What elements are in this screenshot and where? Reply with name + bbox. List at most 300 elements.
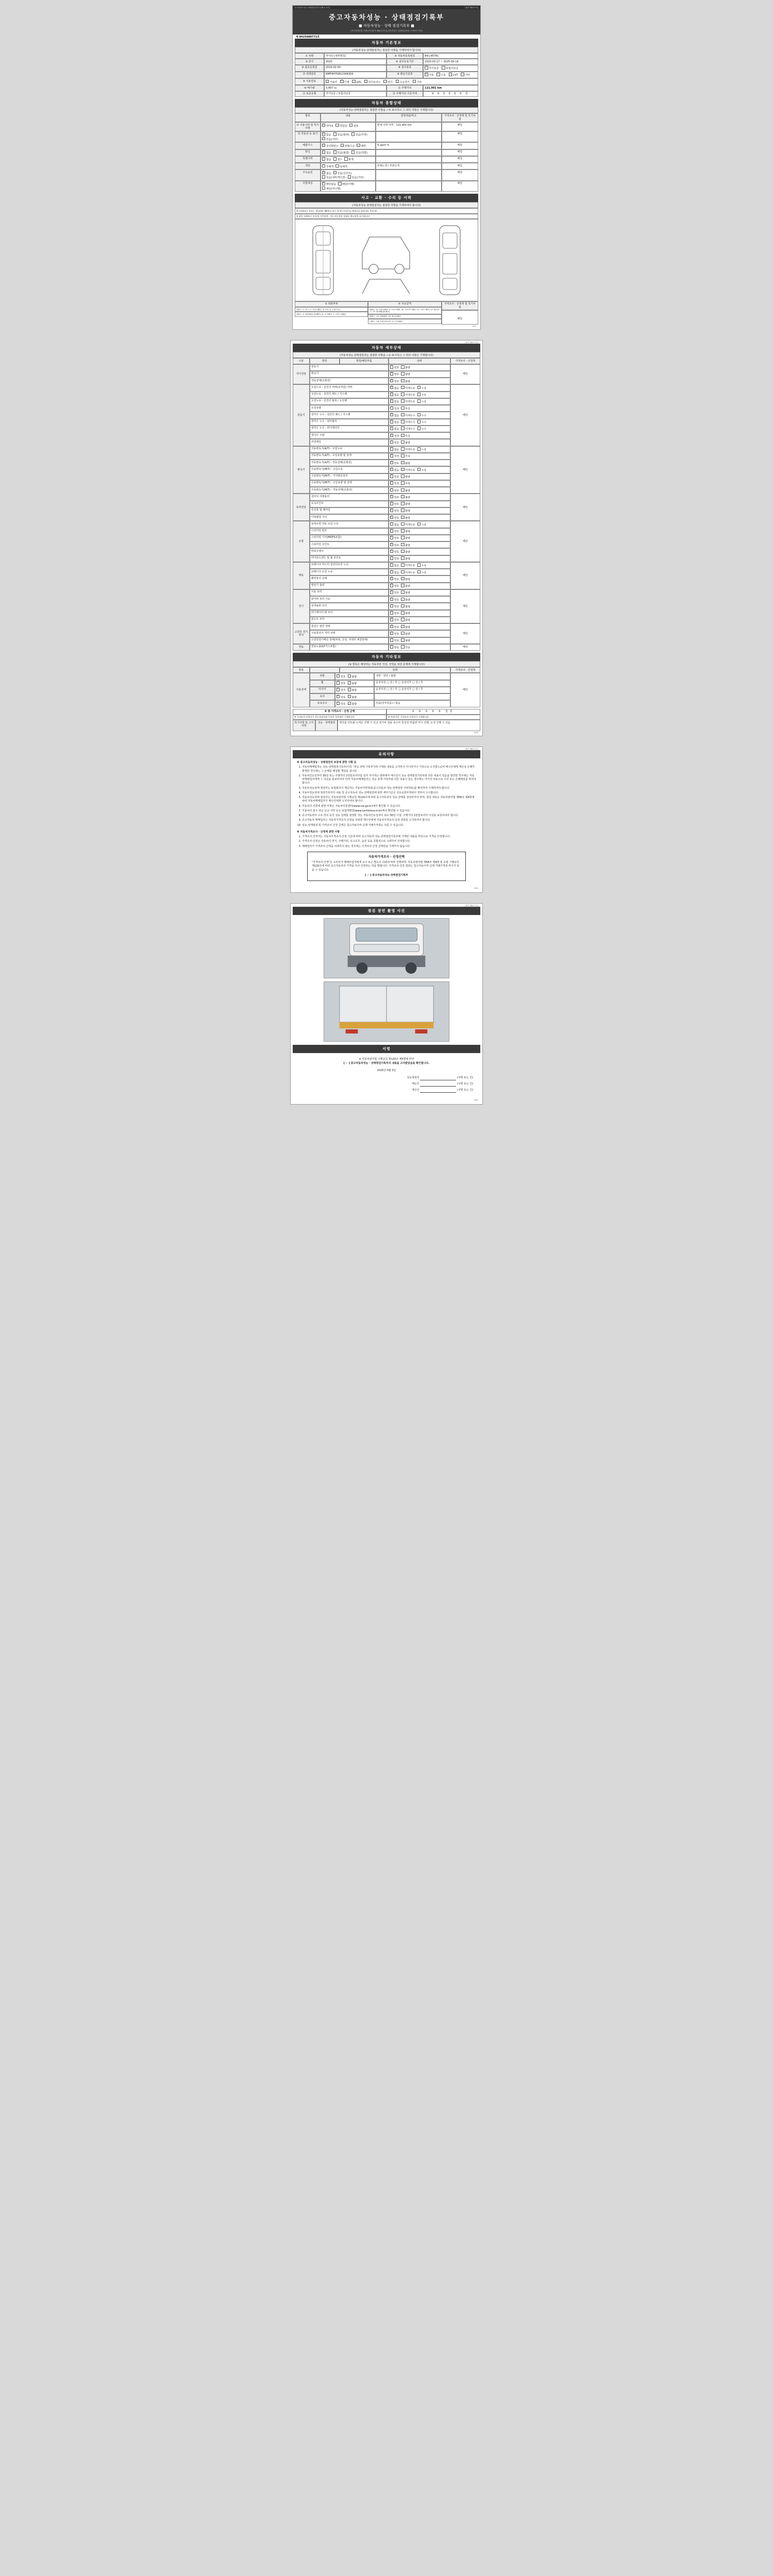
detail-status-option-0[interactable]: ✓ 양호 xyxy=(390,379,399,383)
detail-status-option-0[interactable]: ✓ 없음 xyxy=(390,393,399,397)
detail-group-rows xyxy=(310,562,450,589)
detail-status-option-0[interactable]: ✓ 없음 xyxy=(390,386,399,390)
detail-status-option-1[interactable]: 불량 xyxy=(401,618,410,622)
detail-part: 커먼레일 xyxy=(310,439,389,446)
detail-status-option-1[interactable]: 불량 xyxy=(401,474,410,479)
detail-row xyxy=(310,637,450,644)
detail-status-option-0[interactable]: ✓ 없음 xyxy=(390,427,399,431)
detail-status xyxy=(389,446,450,453)
overall-note: 해당 xyxy=(442,131,478,143)
basic-label: ⑫ 보증유형 xyxy=(295,91,324,97)
detail-status-option-0[interactable]: ✓ 없음 xyxy=(390,563,399,567)
detail-part: 배력장치 상태 xyxy=(310,575,389,582)
detail-status-option-1[interactable]: 불량 xyxy=(401,372,410,376)
etc-status[interactable]: ✓ 양호 불량 xyxy=(335,693,374,700)
detail-status-option-0[interactable]: ✓ 없음 xyxy=(390,645,399,649)
price-note-row xyxy=(293,715,480,720)
detail-status-option-1[interactable]: 불량 xyxy=(401,516,410,520)
detail-status-option-1[interactable]: 불량 xyxy=(401,488,410,493)
detail-group xyxy=(293,364,480,385)
detail-status-option-2[interactable]: 누유 xyxy=(417,386,427,390)
page-mark-2: (2/4) xyxy=(474,732,478,734)
etc-extra xyxy=(374,693,450,700)
detail-row xyxy=(310,364,450,371)
detail-part: 라디에이터 팬 모터 xyxy=(310,610,389,617)
detail-group-note: 해당 xyxy=(450,521,480,562)
detail-group-rows xyxy=(310,623,450,644)
page-mark-3: (3/4) xyxy=(474,887,478,889)
etc-extra: 내장 : 양호 / 불량 xyxy=(374,673,450,680)
detail-status-option-1[interactable]: 불량 xyxy=(401,543,410,547)
sheet-3-wrap xyxy=(0,741,773,898)
detail-status xyxy=(389,589,450,596)
detail-status-option-1[interactable]: 미세누수 xyxy=(401,420,415,424)
overall-group: 튜닝 xyxy=(295,149,321,156)
detail-status-option-0[interactable]: ✓ 없음 xyxy=(390,420,399,424)
price-title: ※ 총 가격조사 · 산정 금액 xyxy=(293,709,386,715)
detail-part: 디퍼렌셜 기어 xyxy=(310,514,389,521)
sheet-4-wrap xyxy=(0,898,773,1110)
car-front-view-icon xyxy=(308,222,339,299)
detail-status-option-0[interactable]: ✓ 양호 xyxy=(390,516,399,520)
detail-status xyxy=(389,432,450,439)
detail-status-option-2[interactable]: 누유 xyxy=(417,447,427,451)
detail-status-option-1[interactable]: 미세누유 xyxy=(401,447,415,451)
detail-status-option-0[interactable]: ✓ 양호 xyxy=(390,550,399,554)
detail-status xyxy=(389,610,450,617)
overall-option-2[interactable]: 있음(후면) xyxy=(351,132,367,137)
sign-title: 서명 xyxy=(293,1045,480,1053)
detail-status-option-1[interactable]: 불량 xyxy=(401,502,410,506)
detail-group-note: 해당 xyxy=(450,589,480,623)
detail-header-row xyxy=(293,358,480,364)
sign-role-label: 매도인 xyxy=(412,1082,419,1086)
sign-role-row xyxy=(300,1088,473,1093)
detail-group-rows xyxy=(310,384,450,446)
overall-option-1[interactable]: 있음(범퍼) xyxy=(333,132,349,137)
detail-status-option-1[interactable]: 미세누유 xyxy=(401,563,415,567)
overall-option-0[interactable]: ✓ 없음 xyxy=(322,132,331,137)
etc-label: 외관 xyxy=(310,673,335,680)
overall-option-2[interactable]: 해당(미이행) xyxy=(322,187,341,191)
detail-status-option-2[interactable]: 누유 xyxy=(417,399,427,403)
col-header xyxy=(310,667,340,673)
detail-status-option-1[interactable]: 불량 xyxy=(401,495,410,499)
detail-status-option-1[interactable]: 미세누유 xyxy=(401,386,415,390)
overall-option-1[interactable]: 영업용 xyxy=(335,124,347,128)
detail-row xyxy=(310,473,450,480)
detail-group-label: 변속기 xyxy=(293,446,310,494)
quote-box xyxy=(307,852,466,881)
basic-row xyxy=(295,85,478,91)
detail-group-note: 해당 xyxy=(450,446,480,494)
detail-row xyxy=(310,480,450,487)
detail-row xyxy=(310,507,450,514)
detail-title: 자동차 세부상태 xyxy=(293,344,480,352)
truck-rear-photo-icon xyxy=(324,982,449,1041)
detail-part: 냉각수 수량 xyxy=(310,432,389,439)
detail-part: 스티어링 펌프 xyxy=(310,528,389,535)
parts-note xyxy=(442,301,478,325)
detail-status xyxy=(389,637,450,644)
detail-row xyxy=(310,514,450,521)
detail-part: 수동변속기(M/T) - 기어변속장치 xyxy=(310,473,389,480)
overall-title: 자동차 종합상태 xyxy=(295,99,478,107)
etc-group-label: 사용상태 xyxy=(293,673,310,707)
fuel-option-4[interactable]: 전기 xyxy=(383,80,393,84)
detail-group-rows xyxy=(310,589,450,623)
price-note-right: ※ 아래 칸은 가격조사·산정자가 기재합니다 xyxy=(386,715,480,720)
fuel-option-2[interactable]: LPG xyxy=(352,80,361,84)
parts-note-value: 해당 xyxy=(442,310,478,325)
col-header: 항목 xyxy=(310,358,340,364)
basic-value: 0 0 0 0 0 0 원 xyxy=(423,91,478,97)
basic-label: ② 자동차등록번호 xyxy=(386,53,423,59)
detail-status-option-1[interactable]: 미세누유 xyxy=(401,399,415,403)
parts-right-item: C랭크 : 16. 트렁크플로어, 17. 리어패널 xyxy=(368,319,441,324)
detail-status-option-1[interactable]: 부족 xyxy=(401,406,410,411)
detail-group-label: 연료 xyxy=(293,644,310,651)
detail-part: 자동변속기(A/T) - 작동상태(공회전) xyxy=(310,460,389,466)
basic-info-section xyxy=(293,39,480,99)
detail-group xyxy=(293,446,480,494)
detail-status xyxy=(389,439,450,446)
detail-status-option-1[interactable]: 부족 xyxy=(401,481,410,485)
overall-option-3[interactable]: 있음(기타) xyxy=(322,137,338,141)
detail-status-option-0[interactable]: ✓ 양호 xyxy=(390,590,399,595)
detail-row xyxy=(310,535,450,541)
detail-status-option-1[interactable]: 불량 xyxy=(401,625,410,629)
detail-group-rows xyxy=(310,644,450,651)
detail-status-option-0[interactable]: ✓ 양호 xyxy=(390,577,399,581)
fuel-option-0[interactable]: 가솔린 xyxy=(326,80,338,84)
etc-title: 자동차 기타정보 xyxy=(293,653,480,661)
overall-option-0[interactable]: ✓ 해당없음 xyxy=(322,182,336,186)
detail-status-option-0[interactable]: ✓ 적정 xyxy=(390,481,399,485)
detail-status-option-2[interactable]: 누유 xyxy=(417,393,427,397)
detail-status-option-0[interactable]: ✓ 양호 xyxy=(390,618,399,622)
detail-status-option-1[interactable]: 미세누유 xyxy=(401,393,415,397)
parts-left-item: 2랭크 : 5. 쿼터패널(리어휀더), 6. 루프패널, 7. 사이드실패널 xyxy=(295,312,368,316)
detail-status-option-0[interactable]: ✓ 없음 xyxy=(390,413,399,417)
overall-option-2[interactable]: 있음(내비게이션) xyxy=(322,175,346,179)
detail-status xyxy=(389,480,450,487)
sign-mark: (서명 또는 인) xyxy=(457,1088,473,1092)
notice-item: 6. 자동차의 리콜에 관한 사항은 자동차리콜센터(www.car.go.kr)에서 확인할 수 있습니다. xyxy=(302,805,476,808)
detail-status-option-0[interactable]: ✓ 양호 xyxy=(390,440,399,445)
special-note-text: 엔진룸 컨트롤 도색은 진행 수 있고 외기차 설을 중고차 특성상 부품면 부식 진행, 도색 진행 수 있음 xyxy=(338,720,480,731)
overall-option-1[interactable]: 있음(선루프) xyxy=(333,171,352,175)
detail-status-option-0[interactable]: ✓ 양호 xyxy=(390,495,399,499)
detail-status-option-2[interactable]: 누유 xyxy=(417,522,427,527)
fuel-option-5[interactable]: 수소전기 xyxy=(396,80,410,84)
detail-group-note: 해당 xyxy=(450,364,480,385)
notice-items xyxy=(302,766,476,827)
detail-status-option-0[interactable]: ✓ 없음 xyxy=(390,447,399,451)
detail-part: 구동축전지 격리 상태 xyxy=(310,630,389,637)
detail-status-option-0[interactable]: ✓ 양호 xyxy=(390,461,399,465)
overall-option-0[interactable]: ✓ 일산화탄소 xyxy=(322,144,339,148)
detail-status-option-1[interactable]: 불량 xyxy=(401,638,410,642)
special-note-sub: 성능 · 상태점검 xyxy=(315,720,338,731)
overall-options xyxy=(321,163,376,170)
detail-part: 연료누출(LP가스포함) xyxy=(310,644,389,651)
detail-row xyxy=(310,521,450,528)
detail-part: 동력조향 작동 오일 누유 xyxy=(310,521,389,528)
detail-status xyxy=(389,364,450,371)
basic-label: ⑤ 최초등록일 xyxy=(295,65,324,72)
detail-status xyxy=(389,426,450,432)
overall-group: 특별이력 xyxy=(295,156,321,163)
sign-role-label: 성능점검자 xyxy=(407,1076,419,1079)
detail-status xyxy=(389,473,450,480)
overall-option-1[interactable]: 침수 xyxy=(333,157,343,161)
detail-status xyxy=(389,514,450,521)
detail-part: 자동변속기(A/T) - 오일유량 및 상태 xyxy=(310,453,389,460)
detail-status-option-0[interactable]: ✓ 없음 xyxy=(390,399,399,403)
overall-option-0[interactable]: ✓ 무채색 xyxy=(322,164,334,168)
sheet-2 xyxy=(290,340,483,736)
page-title: 중고자동차성능 · 상태점검기록부 xyxy=(329,14,444,22)
detail-status-option-0[interactable]: ✓ 양호 xyxy=(390,502,399,506)
detail-status-option-0[interactable]: ✓ 양호 xyxy=(390,632,399,636)
etc-status[interactable]: ✓ 양호 불량 xyxy=(335,700,374,707)
detail-status-option-0[interactable]: ✓ 없음 xyxy=(390,570,399,574)
detail-status-option-1[interactable]: 불량 xyxy=(401,529,410,533)
basic-row xyxy=(295,91,478,97)
etc-status[interactable]: ✓ 양호 불량 xyxy=(335,680,374,687)
detail-group-label: 원동기 xyxy=(293,384,310,446)
detail-status xyxy=(389,494,450,500)
detail-status-option-2[interactable]: 누유 xyxy=(417,468,427,472)
detail-row xyxy=(310,617,450,623)
detail-status-option-2[interactable]: 누수 xyxy=(417,420,427,424)
detail-status-option-1[interactable]: 불량 xyxy=(401,440,410,445)
detail-row xyxy=(310,446,450,453)
overall-detail xyxy=(376,170,442,181)
detail-row xyxy=(310,541,450,548)
overall-note: 해당 xyxy=(442,156,478,163)
basic-label: ⑩ 배기량 xyxy=(295,85,324,91)
etc-status[interactable]: ✓ 양호 불량 xyxy=(335,687,374,693)
detail-part: 작동상태(공회전) xyxy=(310,378,389,384)
overall-option-0[interactable]: ✓ 없음 xyxy=(322,157,331,161)
col-header: 상태 xyxy=(389,358,450,364)
detail-status-option-2[interactable]: 누유 xyxy=(417,563,427,567)
detail-row xyxy=(310,487,450,494)
detail-row xyxy=(310,439,450,446)
col-header: 가격조사 · 산정액 및 특기사항 xyxy=(442,113,478,123)
detail-status-option-0[interactable]: ✓ 양호 xyxy=(390,365,399,369)
overall-option-0[interactable]: ✓ 없음 xyxy=(322,171,331,175)
detail-status-option-0[interactable]: ✓ 양호 xyxy=(390,543,399,547)
detail-status-option-2[interactable]: 누유 xyxy=(417,570,427,574)
detail-part: 스티어링 조인트 xyxy=(310,541,389,548)
overall-option-3[interactable]: 있음(기타) xyxy=(348,175,364,179)
detail-status-option-0[interactable]: ✓ 없음 xyxy=(390,522,399,527)
etc-label: 타이어 xyxy=(310,687,335,693)
detail-status-option-1[interactable]: 부족 xyxy=(401,434,410,438)
detail-status-option-2[interactable]: 누수 xyxy=(417,427,427,431)
detail-status-option-1[interactable]: 미세누수 xyxy=(401,413,415,417)
detail-group-label: 동력전달 xyxy=(293,494,310,521)
accident-legend-1: ※ (상태표시 부호) : X(교환), W(판금 또는 용접), C(부식), A(흠집), U(요철), T(손상) xyxy=(295,208,478,213)
detail-status-option-0[interactable]: ✓ 적정 xyxy=(390,454,399,458)
detail-status-option-1[interactable]: 불량 xyxy=(401,598,410,602)
basic-value: 자가보증 / 보험사보증 xyxy=(324,91,386,97)
detail-status-option-1[interactable]: 불량 xyxy=(401,632,410,636)
detail-status-option-1[interactable]: 부족 xyxy=(401,454,410,458)
detail-part: 추진축 및 베어링 xyxy=(310,507,389,514)
detail-group xyxy=(293,494,480,521)
overall-option-1[interactable]: 유채색 xyxy=(335,164,347,168)
detail-group-rows xyxy=(310,446,450,494)
detail-status xyxy=(389,501,450,507)
overall-option-1[interactable]: 해당(이행) xyxy=(338,182,354,186)
parts-right-title: ② 주요골격 xyxy=(368,301,441,307)
detail-status-option-0[interactable]: ✓ 양호 xyxy=(390,556,399,561)
detail-status-option-0[interactable]: ✓ 양호 xyxy=(390,584,399,588)
overall-option-1[interactable]: 탄화수소 xyxy=(341,144,355,148)
overall-option-2[interactable]: 있음(적법) xyxy=(351,150,367,155)
detail-status-option-0[interactable]: ✓ 적정 xyxy=(390,434,399,438)
overall-row xyxy=(295,163,478,170)
overall-row xyxy=(295,149,478,156)
detail-status-option-1[interactable]: 불량 xyxy=(401,577,410,581)
detail-status-option-0[interactable]: ✓ 양호 xyxy=(390,488,399,493)
detail-status xyxy=(389,583,450,589)
detail-status-option-1[interactable]: 불량 xyxy=(401,365,410,369)
etc-note: 해당 xyxy=(450,673,480,707)
page-note: (자동차관리법 시행규칙 [별지 제82호서식] 자동차성능·상태점검자의 고지의무 사항) xyxy=(350,29,423,32)
detail-status-option-2[interactable]: 누수 xyxy=(417,413,427,417)
detail-row xyxy=(310,378,450,384)
detail-status-option-1[interactable]: 불량 xyxy=(401,550,410,554)
detail-part: 원동기 xyxy=(310,364,389,371)
detail-status-option-1[interactable]: 불량 xyxy=(401,509,410,513)
warranty-option-1[interactable]: 보험사보증 xyxy=(442,66,458,70)
detail-status-option-0[interactable]: ✓ 양호 xyxy=(390,611,399,615)
trans-option-2[interactable]: CVT xyxy=(449,73,458,77)
top-strip-left: 중고자동차 성능·상태점검기록부 (제1호 서식) xyxy=(295,7,330,9)
car-rear-view-icon xyxy=(434,222,465,299)
notice-legal-item: 2. 가격조사·산정은 자동차의 연식, 주행거리, 사고유무, 옵션 등을 종합적으로 고려하여 산정합니다. xyxy=(302,840,476,843)
detail-part: 고전원전기배선 상태(피복, 손상, 커넥터 체결상태) xyxy=(310,637,389,644)
detail-status-option-0[interactable]: ✓ 양호 xyxy=(390,598,399,602)
detail-status-option-0[interactable]: ✓ 양호 xyxy=(390,604,399,608)
document-page xyxy=(0,0,773,1110)
detail-status-option-0[interactable]: ✓ 양호 xyxy=(390,536,399,540)
etc-row xyxy=(310,687,450,693)
detail-status-option-0[interactable]: ✓ 양호 xyxy=(390,509,399,513)
detail-status-option-1[interactable]: 불량 xyxy=(401,556,410,561)
trans-option-3[interactable]: 기타 xyxy=(461,73,470,77)
detail-subtitle: (자동차성능·상태점검자는 점검한 사항을 ✓로 표시하고 그 외의 사항은 기재합니다) xyxy=(293,352,480,358)
sign-body xyxy=(293,1053,480,1098)
detail-group-label: 제동 xyxy=(293,562,310,589)
overall-option-1[interactable]: 있음(불법) xyxy=(333,150,349,155)
overall-detail xyxy=(376,131,442,143)
overall-option-2[interactable]: 관용 xyxy=(349,124,359,128)
overall-detail xyxy=(376,149,442,156)
detail-status-option-1[interactable]: 미세누유 xyxy=(401,570,415,574)
etc-row xyxy=(310,693,450,700)
detail-status-option-1[interactable]: 있음 xyxy=(401,645,410,649)
col-header: 가격조사 · 산정액 xyxy=(450,667,480,673)
detail-status-option-1[interactable]: 불량 xyxy=(401,536,410,540)
detail-status-option-1[interactable]: 불량 xyxy=(401,590,410,595)
col-header: 내용 xyxy=(321,113,376,123)
car-diagram-views xyxy=(297,222,476,299)
detail-status-option-0[interactable]: ✓ 양호 xyxy=(390,474,399,479)
detail-status-option-1[interactable]: 미세누유 xyxy=(401,522,415,527)
overall-option-0[interactable]: ✓ 없음 xyxy=(322,150,331,155)
sign-role-row xyxy=(300,1082,473,1087)
detail-status-option-1[interactable]: 불량 xyxy=(401,604,410,608)
overall-option-0[interactable]: ✓대여용 xyxy=(322,124,334,128)
fuel-option-3[interactable]: 하이브리드 xyxy=(364,80,381,84)
overall-note: 해당 xyxy=(442,163,478,170)
detail-status-option-1[interactable]: 미세누수 xyxy=(401,427,415,431)
detail-group-rows xyxy=(310,364,450,385)
parts-note-title: 가격조사 · 산정액 및 특기사항 xyxy=(442,301,478,311)
accident-section xyxy=(293,194,480,329)
detail-status-option-0[interactable]: ✓ 양호 xyxy=(390,372,399,376)
parts-rank-row xyxy=(295,301,478,328)
page-mark-4-top: [별지 제8호서식] xyxy=(465,904,478,907)
detail-status xyxy=(389,528,450,535)
detail-part: 파워크랭크 xyxy=(310,548,389,555)
basic-row xyxy=(295,72,478,78)
overall-rows xyxy=(295,122,478,192)
detail-group-rows xyxy=(310,494,450,521)
fuel-option-1[interactable]: ✓ 디젤 xyxy=(340,80,349,84)
overall-option-2[interactable]: 화재 xyxy=(344,157,354,161)
basic-label: ⑥ 검사유효 xyxy=(386,65,423,72)
sheet-1-wrap xyxy=(0,0,773,335)
overall-note: 해당 xyxy=(442,122,478,131)
fuel-option-6[interactable]: 기타 xyxy=(413,80,422,84)
detail-status-option-1[interactable]: 미세누유 xyxy=(401,468,415,472)
detail-status-option-1[interactable]: 불량 xyxy=(401,461,410,465)
detail-row xyxy=(310,392,450,398)
etc-extra: 있음(일부있음) / 없음 xyxy=(374,700,450,707)
warranty-option-0[interactable]: ✓ 자가보증 xyxy=(425,66,439,70)
detail-status-option-0[interactable]: ✓ 적정 xyxy=(390,406,399,411)
trans-option-0[interactable]: ✓ 자동 xyxy=(425,73,434,77)
detail-status-option-1[interactable]: 불량 xyxy=(401,611,410,615)
detail-status-option-1[interactable]: 불량 xyxy=(401,584,410,588)
detail-status-option-0[interactable]: ✓ 양호 xyxy=(390,625,399,629)
detail-group-label: 자기진단 xyxy=(293,364,310,385)
truck-front-photo-icon xyxy=(324,919,449,978)
detail-status-option-0[interactable]: ✓ 양호 xyxy=(390,638,399,642)
detail-status xyxy=(389,569,450,575)
detail-part: 수동변속기(M/T) - 오일누유 xyxy=(310,466,389,473)
detail-status-option-0[interactable]: ✓ 양호 xyxy=(390,529,399,533)
detail-status-option-0[interactable]: ✓ 없음 xyxy=(390,468,399,472)
detail-status-option-1[interactable]: 불량 xyxy=(401,379,410,383)
detail-status xyxy=(389,405,450,412)
top-strip-right: [별지 제8호서식] xyxy=(465,7,478,9)
basic-info-title: 자동차 기본정보 xyxy=(295,39,478,47)
overall-option-2[interactable]: 매연 xyxy=(357,144,366,148)
parts-left-title: ① 외판부위 xyxy=(295,301,368,307)
etc-status[interactable]: ✓ 양호 불량 xyxy=(335,673,374,680)
overall-options xyxy=(321,181,376,192)
etc-subtitle: (※ 항목은 해당하는 자동차만 작성, 산정을 점검 문제에 기재합니다) xyxy=(293,661,480,667)
trans-option-1[interactable]: 수동 xyxy=(436,73,446,77)
